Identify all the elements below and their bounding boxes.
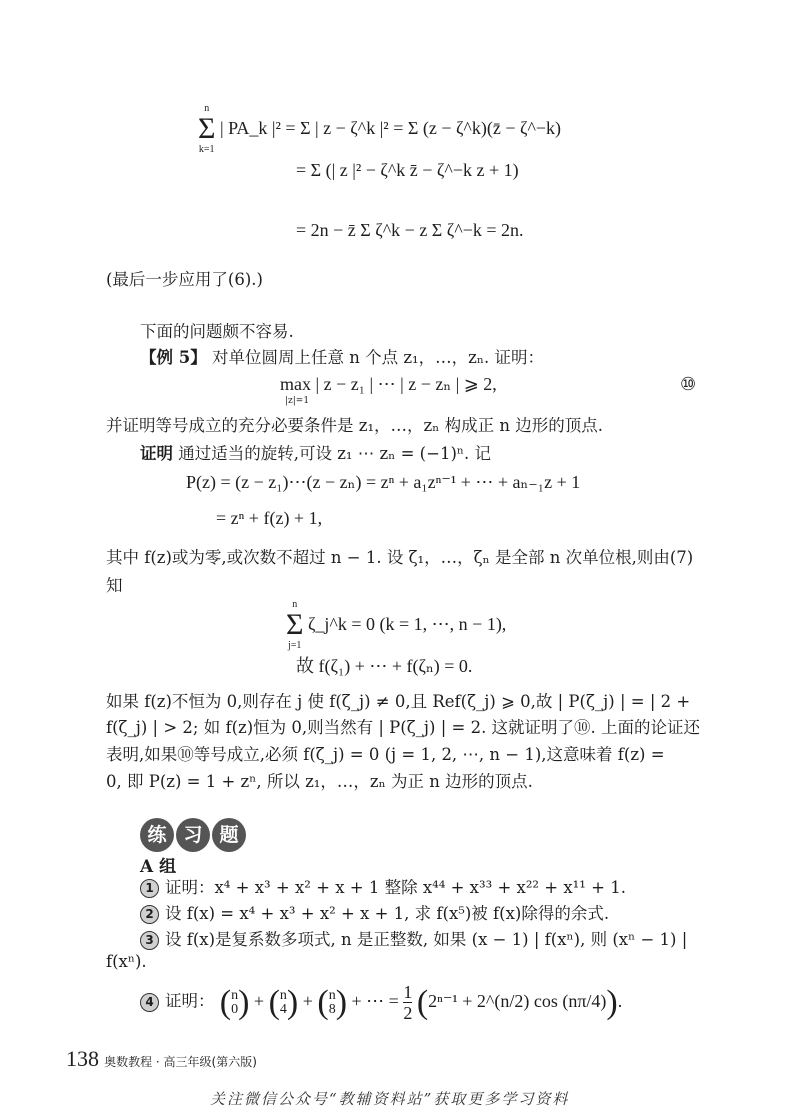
proof-text-2b: 知	[106, 576, 123, 595]
proof-step-1-text: 通过适当的旋转,可设 z₁ ⋯ zₙ = (−1)ⁿ. 记	[178, 444, 492, 463]
example-5-tag: 【例 5】	[140, 348, 207, 367]
sum-symbol: n Σ j=1	[286, 599, 304, 651]
example-5-text: 对单位圆周上任意 n 个点 z₁，…，zₙ. 证明：	[211, 348, 544, 367]
example-5-formula	[280, 374, 497, 395]
proof-text-2a: 其中 f(z)或为零,或次数不超过 n − 1. 设 ζ₁，…，ζₙ 是全部 n 次单位根,则由(7)	[106, 548, 694, 567]
exercise-number-4: 4	[140, 993, 159, 1012]
exercise-badge-2: 习	[176, 818, 210, 852]
page-footer	[66, 1046, 257, 1072]
proof-para-1: 如果 f(z)不恒为 0,则存在 j 使 f(ζ_j) ≠ 0,且 Ref(ζ_j) ⩾ 0,故 | P(ζ_j) | = | 2 +	[106, 692, 691, 711]
exercise-text-4: 证明：	[165, 991, 215, 1011]
derivation-line-1-text: | PA_k |² = Σ | z − ζ^k |² = Σ (z − ζ^k)(z̄ − ζ^−k)	[219, 118, 562, 139]
proof-eq-3-text: ζ_j^k = 0 (k = 1, ⋯, n − 1),	[307, 614, 507, 635]
example-5-statement	[140, 344, 544, 368]
example-5-formula-sub: |z|=1	[285, 396, 310, 406]
exercise-text-1: 证明：x⁴ + x³ + x² + x + 1 整除 x⁴⁴ + x³³ + x²² + x¹¹ + 1.	[165, 878, 626, 897]
proof-label: 证明	[140, 444, 173, 463]
note-last-step: (最后一步应用了(6).)	[106, 270, 263, 289]
book-title: 奥数教程 · 高三年级(第六版)	[104, 1055, 257, 1069]
derivation-line-1	[198, 104, 561, 156]
proof-step-1	[140, 440, 491, 464]
proof-para-3: 表明,如果⑩等号成立,必须 f(ζ_j) = 0 (j = 1, 2, ⋯, n − 1),这意味着 f(z) =	[106, 745, 665, 764]
example-5-formula-number: ⑩	[680, 374, 697, 394]
exercise-text-2: 设 f(x) = x⁴ + x³ + x² + x + 1, 求 f(x⁵)被 f(x)除得的余式.	[165, 904, 610, 923]
exercise-item-3-cont: f(xⁿ).	[106, 952, 147, 971]
proof-eq-3	[286, 600, 506, 652]
intro-hard: 下面的问题颇不容易.	[140, 322, 294, 341]
proof-para-4: 0, 即 P(z) = 1 + zⁿ, 所以 z₁，…，zₙ 为正 n 边形的顶点.	[106, 772, 533, 791]
exercise-group: A 组	[140, 857, 177, 877]
exercise-4-tail: 2ⁿ⁻¹ + 2^(n/2) cos (nπ/4)	[428, 990, 607, 1011]
page-number: 138	[66, 1046, 99, 1071]
exercise-number-2: 2	[140, 905, 159, 924]
proof-para-2: f(ζ_j) | > 2; 如 f(z)恒为 0,则当然有 | P(ζ_j) | = 2. 这就证明了⑩. 上面的论证还	[106, 718, 701, 737]
exercise-item-1	[140, 874, 626, 898]
exercises-heading	[140, 818, 248, 852]
derivation-line-3-text: = 2n − z̄ Σ ζ^k − z Σ ζ^−k = 2n.	[296, 220, 524, 240]
exercise-item-2	[140, 900, 609, 924]
sum-symbol: n Σ k=1	[198, 103, 216, 155]
proof-eq-4: 故 f(ζ₁) + ⋯ + f(ζₙ) = 0.	[296, 656, 473, 676]
exercise-item-4	[140, 982, 622, 1022]
derivation-line-2	[296, 160, 519, 181]
exercise-badge-3: 题	[212, 818, 246, 852]
exercise-text-3: 设 f(x)是复系数多项式, n 是正整数, 如果 (x − 1) | f(xⁿ), 则 (xⁿ − 1) |	[165, 930, 688, 949]
exercise-number-1: 1	[140, 879, 159, 898]
exercise-number-3: 3	[140, 931, 159, 950]
derivation-line-2-text: = Σ (| z |² − ζ^k z̄ − ζ^−k z + 1)	[296, 160, 519, 180]
proof-eq-2: = zⁿ + f(z) + 1,	[216, 508, 323, 528]
derivation-line-3	[296, 220, 524, 241]
exercise-item-3	[140, 926, 687, 950]
proof-eq-1: P(z) = (z − z₁)⋯(z − zₙ) = zⁿ + a₁zⁿ⁻¹ + ⋯ + aₙ₋₁z + 1	[186, 472, 581, 492]
binomial-sum: ( n 0 ) + ( n 4 ) + ( n 8 ) + ⋯ = $\frac{1}{2}$ (2ⁿ⁻¹ + 2^(n/2) cos (nπ/4)).	[219, 982, 623, 1023]
example-5-condition: 并证明等号成立的充分必要条件是 z₁，…，zₙ 构成正 n 边形的顶点.	[106, 416, 603, 435]
example-5-formula-text: max | z − z₁ | ⋯ | z − zₙ | ⩾ 2,	[280, 374, 497, 394]
watermark: 关注微信公众号“教辅资料站”获取更多学习资料	[210, 1090, 570, 1108]
exercise-badge-1: 练	[140, 818, 174, 852]
